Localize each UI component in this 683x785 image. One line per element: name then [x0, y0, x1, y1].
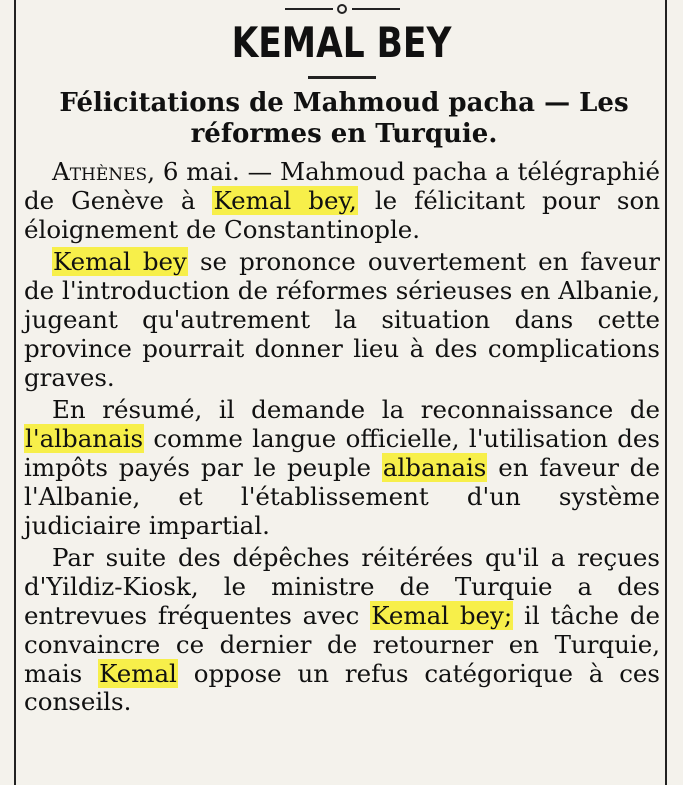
- highlighted-term: l'albanais: [25, 424, 144, 454]
- paragraph-text: oppose un refus catégorique à ces conseils.: [24, 658, 660, 717]
- highlighted-term: Kemal bey;: [371, 600, 513, 630]
- article-paragraph: [24, 158, 660, 244]
- highlighted-term: Kemal bey,: [213, 185, 357, 215]
- paragraph-text: le félicitant pour son éloignement de Constantinople.: [24, 185, 661, 244]
- paragraph-text: se prononce ouvertement en faveur de l'introduction de réformes sérieuses en Albanie, jugeant qu'autrement la situation dans cette province pourrait donner lieu à des complications graves.: [24, 247, 660, 392]
- article-paragraph: [24, 248, 660, 392]
- highlighted-term: albanais: [382, 452, 487, 482]
- title-rule: [308, 76, 376, 79]
- article-paragraph: [24, 544, 660, 717]
- ornament-divider: [285, 4, 400, 14]
- highlighted-term: Kemal bey: [53, 247, 187, 277]
- paragraph-text: comme langue officielle, l'utilisation des impôts payés par le peuple: [24, 424, 660, 482]
- paragraph-text: En résumé, il demande la reconnaissance de: [52, 395, 660, 425]
- paragraph-text: Par suite des dépêches réitérées qu'il a reçues d'Yildiz-Kiosk, le ministre de Turquie a des entrevues fréquentes avec: [24, 543, 660, 630]
- article-body: [24, 158, 660, 721]
- column-rule-right: [665, 0, 667, 785]
- article-title: KEMAL BEY: [231, 18, 452, 67]
- paragraph-text: il tâche de convaincre ce dernier de retourner en Turquie, mais: [24, 600, 660, 688]
- dateline-place: Athènes: [52, 157, 148, 186]
- highlighted-term: Kemal: [99, 658, 177, 688]
- article-paragraph: [24, 396, 660, 540]
- article-headline: Félicitations de Mahmoud pacha — Les réformes en Turquie.: [59, 88, 629, 149]
- paragraph-text: en faveur de l'Albanie, et l'établissement d'un système judiciaire impartial.: [24, 452, 660, 540]
- paragraph-text: , 6 mai. — Mahmoud pacha a télégraphié de Genève à: [24, 157, 660, 215]
- column-rule-left: [14, 0, 16, 785]
